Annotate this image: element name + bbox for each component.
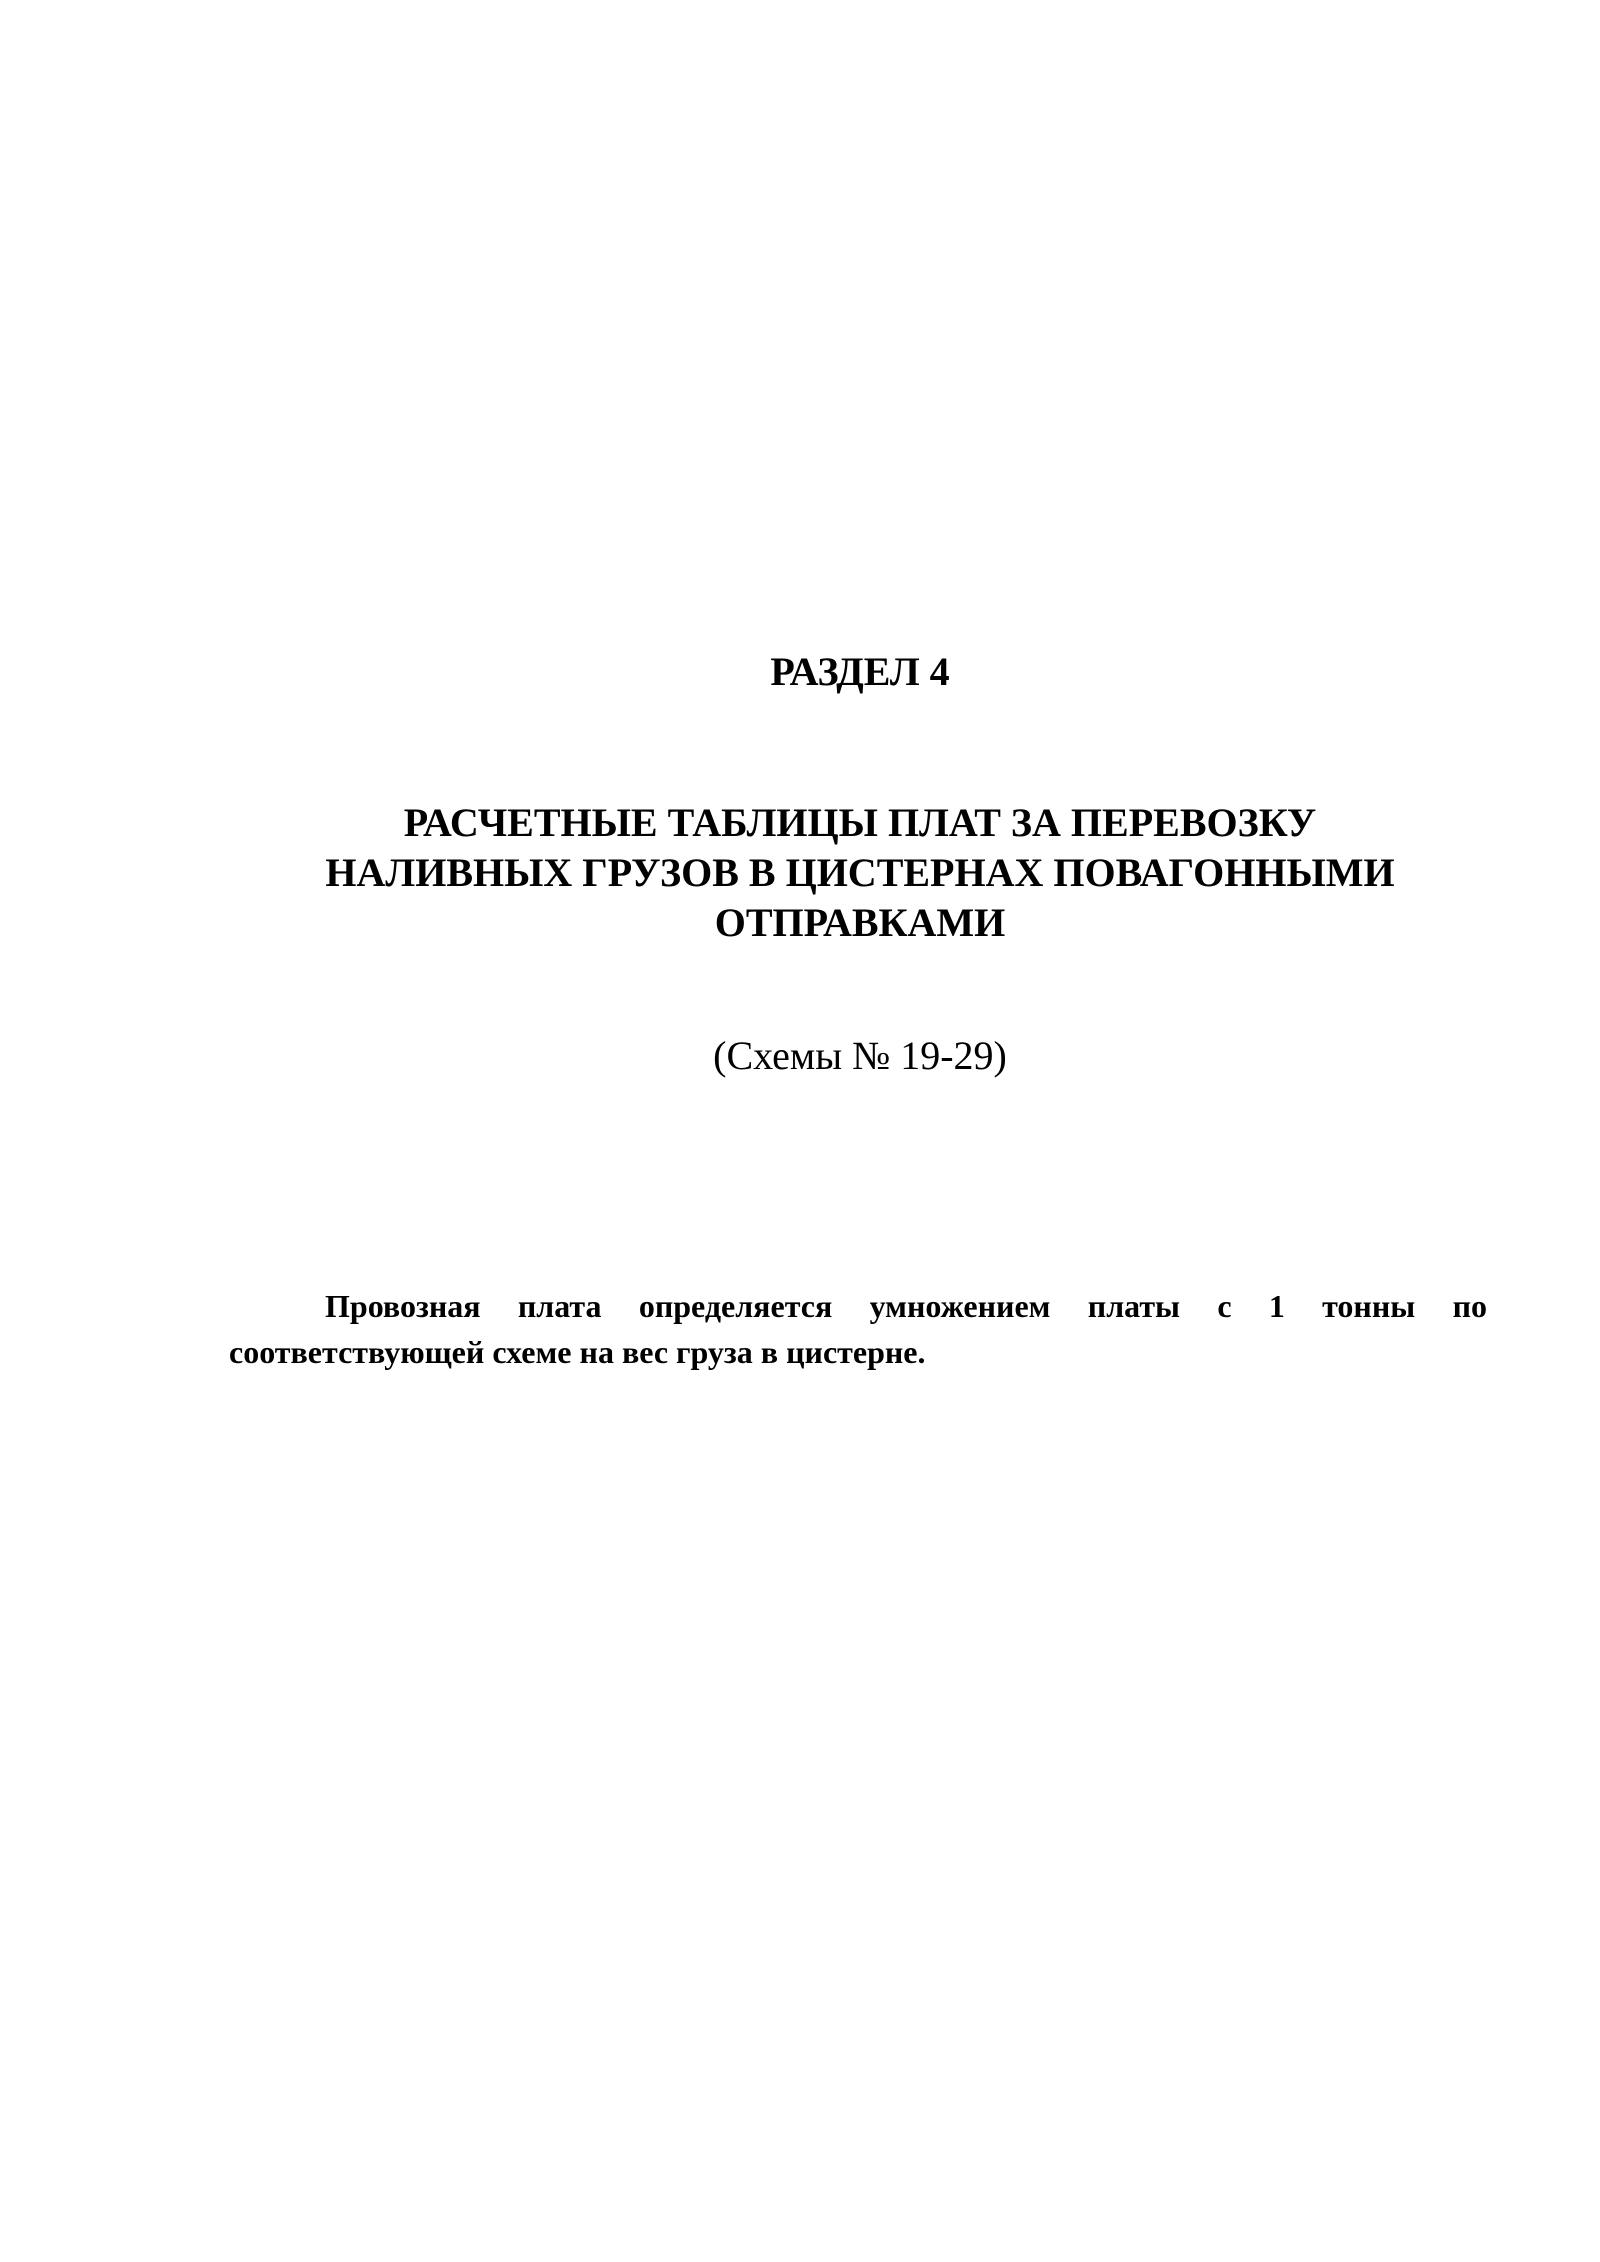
fee-calculation-note: Провозная плата определяется умножением платы с 1 тонны по соответствующей схеме на вес груза в цистерне. [229,1288,1487,1370]
section-heading: РАЗДЕЛ 4 [770,649,950,694]
title-line-2: НАЛИВНЫХ ГРУЗОВ В ЦИСТЕРНАХ ПОВАГОННЫМИ [325,850,1395,895]
schemes-reference: (Схемы № 19-29) [713,1033,1007,1078]
document-title [200,798,1520,948]
title-line-3: ОТПРАВКАМИ [714,900,1006,945]
title-line-1: РАСЧЕТНЫЕ ТАБЛИЦЫ ПЛАТ ЗА ПЕРЕВОЗКУ [403,800,1317,845]
